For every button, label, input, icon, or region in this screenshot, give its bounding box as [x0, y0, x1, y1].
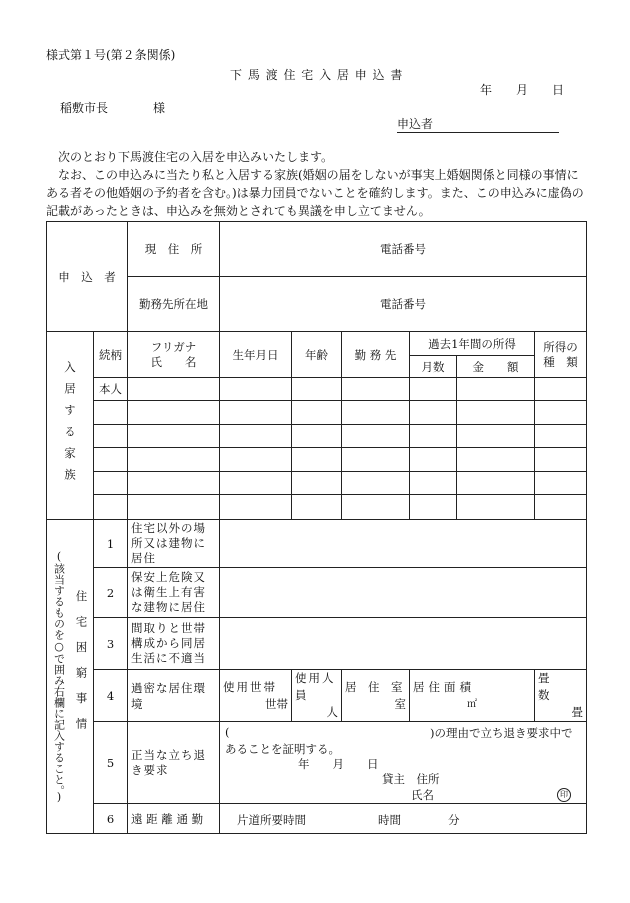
- applicant-label-cell: 申 込 者: [47, 222, 128, 332]
- months-header: 月数: [410, 356, 457, 378]
- hours-label: 時間: [378, 812, 401, 827]
- item-4-text[interactable]: 過密な居住環境: [128, 670, 220, 722]
- birthdate-header: 生年月日: [220, 332, 292, 378]
- family-row[interactable]: [47, 495, 587, 520]
- intro-paragraph-2: なお、この申込みに当たり私と入居する家族(婚姻の届をしないが事実上婚姻関係と同様の事情にある者その他婚姻の予約者を含む。)は暴力団員でないことを確約します。また、この申込みに虚偽の記載があったときは、申込みを無効とされても異議を申し立てません。: [46, 168, 584, 218]
- address-field[interactable]: [220, 222, 587, 277]
- commute-field[interactable]: [220, 804, 587, 834]
- income-type-header: 所得の種 類: [535, 332, 587, 378]
- amount-header: 金 額: [457, 356, 535, 378]
- housing-label-cell: [47, 520, 94, 834]
- tatami-cell[interactable]: 畳 数 畳: [535, 670, 587, 722]
- item-2-field[interactable]: [220, 568, 587, 618]
- household-cell[interactable]: 使用世帯 世帯: [220, 670, 292, 722]
- address-label: 現 住 所: [128, 222, 220, 277]
- certify-date: 年 月 日: [298, 757, 379, 771]
- age-header: 年齢: [292, 332, 342, 378]
- applicant-label: 申込者: [397, 117, 434, 131]
- date-line: 年 月 日: [480, 83, 565, 97]
- item-6-number[interactable]: 6: [94, 804, 128, 834]
- seal-icon: 印: [557, 788, 571, 802]
- family-row[interactable]: [47, 378, 587, 401]
- item-3-number[interactable]: 3: [94, 618, 128, 670]
- addressee: 稲敷市長: [60, 101, 109, 115]
- applicant-signature-line[interactable]: [397, 115, 559, 133]
- phone-label: 電話番号: [380, 242, 427, 256]
- housing-label: 住宅困窮事情: [74, 589, 89, 743]
- item-3-field[interactable]: [220, 618, 587, 670]
- family-row[interactable]: [47, 425, 587, 448]
- persons-cell[interactable]: 使用人員 人: [292, 670, 342, 722]
- family-row[interactable]: [47, 472, 587, 495]
- item-1-text[interactable]: 住宅以外の場所又は建物に居住: [128, 520, 220, 568]
- item-5-text[interactable]: 正当な立ち退き要求: [128, 722, 220, 804]
- landlord-address-label: 貸主 住所: [382, 772, 440, 786]
- certify-text: あることを証明する。: [225, 742, 340, 756]
- item-1-field[interactable]: [220, 520, 587, 568]
- form-number: 様式第１号(第２条関係): [46, 48, 176, 62]
- family-row[interactable]: [47, 448, 587, 472]
- item-2-text[interactable]: 保安上危険又は衛生上有害な建物に居住: [128, 568, 220, 618]
- commute-label: 片道所要時間: [237, 812, 306, 827]
- relation-self: 本人: [94, 378, 128, 401]
- housing-note: (該当するものを○で囲み右欄に記入すること。): [52, 549, 66, 804]
- family-label-cell: 入居する家族: [47, 332, 94, 520]
- rooms-cell[interactable]: 居 住 室 室: [342, 670, 410, 722]
- item-1-number[interactable]: 1: [94, 520, 128, 568]
- application-table: [46, 221, 587, 834]
- minutes-label: 分: [448, 812, 460, 827]
- family-row[interactable]: [47, 401, 587, 425]
- item-6-text[interactable]: 遠 距 離 通 勤: [128, 804, 220, 834]
- landlord-name-label: 氏名: [411, 788, 434, 802]
- workplace-phone-label: 電話番号: [380, 297, 427, 311]
- workplace-label: 勤務先所在地: [128, 277, 220, 332]
- relation-header: 続柄: [94, 332, 128, 378]
- work-header: 勤 務 先: [342, 332, 410, 378]
- reason-text: )の理由で立ち退き要求中で: [430, 726, 573, 740]
- item-2-number[interactable]: 2: [94, 568, 128, 618]
- area-cell[interactable]: 居住面積 ㎡: [410, 670, 535, 722]
- reason-paren-open: (: [225, 725, 230, 739]
- form-title: 下 馬 渡 住 宅 入 居 申 込 書: [230, 68, 404, 82]
- item-4-number[interactable]: 4: [94, 670, 128, 722]
- intro-paragraph-1: 次のとおり下馬渡住宅の入居を申込みいたします。: [58, 150, 334, 164]
- item-5-number[interactable]: 5: [94, 722, 128, 804]
- income-past-header: 過去1年間の所得: [410, 332, 535, 356]
- eviction-certificate-field[interactable]: [220, 722, 587, 804]
- workplace-field[interactable]: [220, 277, 587, 332]
- name-header: フリガナ 氏 名: [128, 332, 220, 378]
- addressee-honorific: 様: [153, 101, 166, 115]
- item-3-text[interactable]: 間取りと世帯構成から同居生活に不適当: [128, 618, 220, 670]
